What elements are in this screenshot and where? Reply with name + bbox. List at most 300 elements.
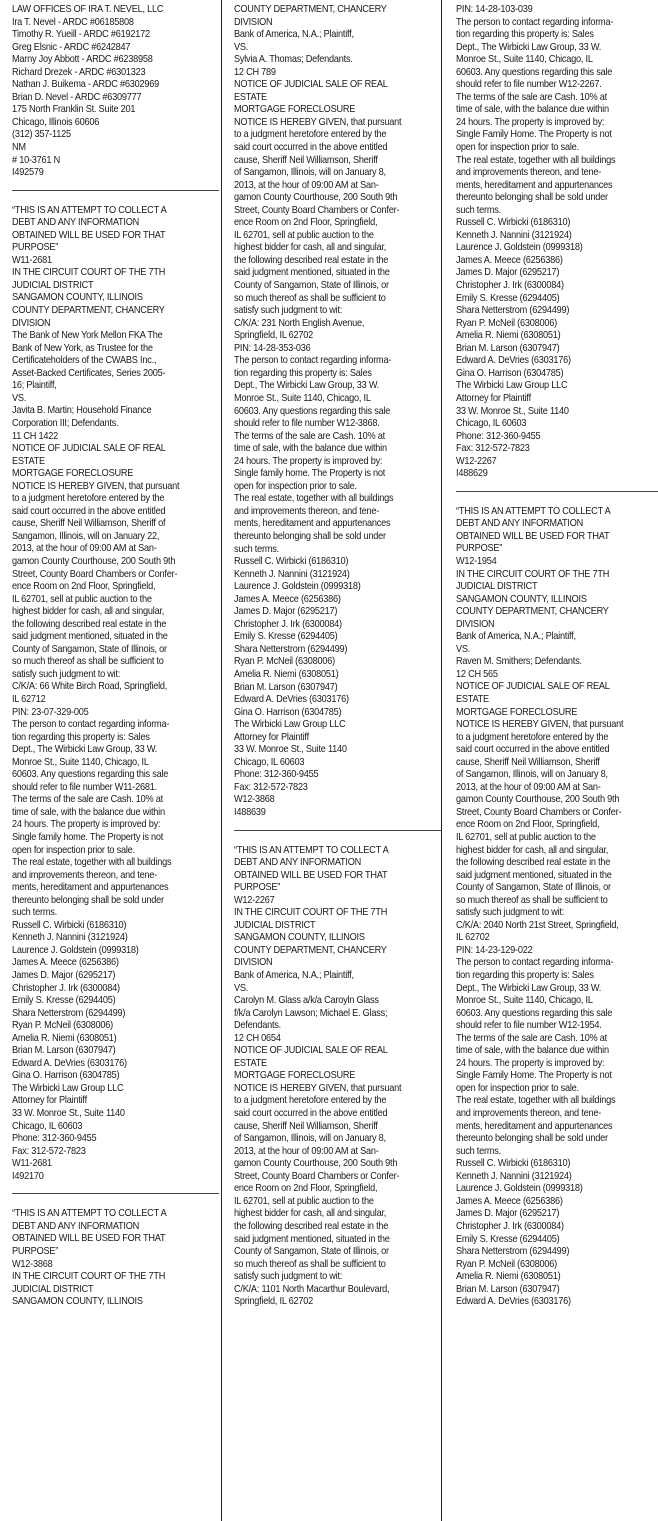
notice-text-line: Javita B. Martin; Household Finance: [12, 405, 152, 417]
notice-text-line: 24 hours. The property is improved by:: [456, 1057, 605, 1069]
notice-text-line: ESTATE: [234, 1057, 267, 1069]
notice-text-line: Laurence J. Goldstein (0999318): [12, 944, 139, 956]
notice-text-line: The terms of the sale are Cash. 10% at: [12, 794, 163, 806]
notice-text-line: # 10-3761 N: [12, 154, 60, 166]
notice-text-line: Corporation III; Defendants.: [12, 417, 119, 429]
notice-text-line: Monroe St., Suite 1140, Chicago, IL: [12, 756, 149, 768]
notice-text-line: W11-2681: [12, 254, 52, 266]
notice-text-line: Amelia R. Niemi (6308051): [234, 668, 339, 680]
notice-text-line: MORTGAGE FORECLOSURE: [234, 104, 356, 116]
notice-text-line: Amelia R. Niemi (6308051): [456, 330, 561, 342]
notice-text-line: 175 North Franklin St. Suite 201: [12, 104, 136, 116]
notice-text-line: Single family home. The Property is not: [12, 832, 164, 843]
notice-text-line: Ryan P. McNeil (6308006): [234, 656, 335, 668]
notice-column-1: [12, 4, 215, 1309]
notice-text-line: 33 W. Monroe St., Suite 1140: [12, 1108, 125, 1120]
notice-text-line: SANGAMON COUNTY, ILLINOIS: [234, 932, 365, 944]
notice-text-line: MORTGAGE FORECLOSURE: [456, 706, 578, 718]
notice-text-line: Phone: 312-360-9455: [234, 769, 319, 781]
notice-text-line: IL 62712: [12, 693, 46, 705]
notice-text-line: Ira T. Nevel - ARDC #06185808: [12, 16, 134, 28]
notice-text-line: ESTATE: [12, 455, 45, 467]
notice-separator-rule: [12, 190, 219, 191]
notice-text-line: Springfield, IL 62702: [234, 1296, 314, 1308]
notice-text-line: f/k/a Carolyn Lawson; Michael E. Glass;: [234, 1007, 388, 1019]
notice-text-line: The terms of the sale are Cash. 10% at: [456, 1032, 607, 1044]
notice-text-line: Christopher J. Irk (6300084): [234, 618, 342, 630]
notice-text-line: Single Family Home. The Property is not: [456, 1070, 612, 1082]
notice-text-line: The Bank of New York Mellon FKA The: [12, 330, 163, 342]
notice-text-line: DIVISION: [234, 957, 273, 969]
notice-text-line: County of Sangamon, State of Illinois, or: [12, 643, 167, 655]
notice-text-line: Chicago, Illinois 60606: [12, 116, 100, 128]
notice-text-line: IL 62701, sell at public auction to the: [234, 229, 374, 241]
notice-text-line: DEBT AND ANY INFORMATION: [12, 1220, 140, 1232]
notice-text-line: thereunto belonging shall be sold under: [456, 192, 608, 204]
notice-text-line: time of sale, with the balance due within: [456, 1045, 609, 1057]
notice-text-line: COUNTY DEPARTMENT, CHANCERY: [12, 305, 165, 317]
notice-text-line: 60603. Any questions regarding this sale: [234, 405, 391, 417]
notice-separator-rule: [234, 830, 441, 831]
notice-text-line: C/K/A: 2040 North 21st Street, Springfield,: [456, 919, 619, 931]
notice-text-line: to a judgment heretofore entered by the: [234, 129, 387, 141]
notice-text-line: should refer to file number W12-3868.: [234, 418, 380, 430]
notice-text-line: MORTGAGE FORECLOSURE: [12, 468, 134, 480]
notice-text-line: to a judgment heretofore entered by the: [234, 1095, 387, 1107]
notice-text-line: James D. Major (6295217): [456, 1208, 560, 1220]
notice-text-line: JUDICIAL DISTRICT: [12, 279, 94, 291]
notice-text-line: Dept., The Wirbicki Law Group, 33 W.: [456, 41, 602, 53]
notice-text-line: DEBT AND ANY INFORMATION: [234, 857, 362, 869]
notice-text-line: The person to contact regarding informa-: [456, 957, 614, 969]
notice-text-line: NOTICE IS HEREBY GIVEN, that pursuant: [234, 116, 402, 128]
notice-text-line: Russell C. Wirbicki (6186310): [456, 217, 571, 229]
notice-text-line: 16; Plaintiff,: [12, 380, 57, 392]
notice-text-line: time of sale, with the balance due within: [234, 443, 387, 455]
notice-text-line: Laurence J. Goldstein (0999318): [456, 242, 583, 254]
notice-separator-rule: [456, 491, 658, 492]
notice-text-line: Kenneth J. Nannini (3121924): [234, 568, 350, 580]
notice-text-line: JUDICIAL DISTRICT: [234, 919, 316, 931]
notice-text-line: Springfield, IL 62702: [234, 330, 314, 342]
notice-text-line: 24 hours. The property is improved by:: [456, 116, 605, 128]
notice-separator-rule: [12, 1193, 219, 1194]
notice-text-line: time of sale, with the balance due within: [456, 104, 609, 116]
notice-text-line: Ryan P. McNeil (6308006): [456, 317, 557, 329]
notice-text-line: Gina O. Harrison (6304785): [456, 367, 564, 379]
notice-text-line: SANGAMON COUNTY, ILLINOIS: [456, 593, 587, 605]
notice-text-line: gamon County Courthouse, 200 South 9th: [456, 794, 620, 806]
notice-text-line: The Wirbicki Law Group LLC: [234, 719, 346, 731]
notice-text-line: Attorney for Plaintiff: [12, 1095, 87, 1107]
notice-text-line: “THIS IS AN ATTEMPT TO COLLECT A: [12, 1208, 167, 1220]
notice-text-line: Single Family Home. The Property is not: [456, 129, 612, 141]
notice-text-line: Asset-Backed Certificates, Series 2005-: [12, 367, 166, 379]
notice-text-line: IN THE CIRCUIT COURT OF THE 7TH: [234, 907, 388, 919]
notice-text-line: gamon County Courthouse, 200 South 9th: [12, 555, 176, 567]
notice-text-line: ments, hereditament and appurtenances: [12, 882, 169, 894]
notice-text-line: 60603. Any questions regarding this sale: [456, 1007, 613, 1019]
notice-text-line: Gina O. Harrison (6304785): [12, 1070, 120, 1082]
notice-text-line: NOTICE IS HEREBY GIVEN, that pursuant: [234, 1082, 402, 1094]
notice-text-line: 33 W. Monroe St., Suite 1140: [456, 405, 569, 417]
notice-text-line: IN THE CIRCUIT COURT OF THE 7TH: [456, 568, 610, 580]
notice-text-line: James A. Meece (6256386): [456, 1195, 563, 1207]
notice-text-line: such terms.: [456, 1145, 501, 1157]
notice-text-line: COUNTY DEPARTMENT, CHANCERY: [456, 606, 609, 618]
notice-text-line: Edward A. DeVries (6303176): [456, 1296, 571, 1308]
notice-text-line: satisfy such judgment to wit:: [456, 907, 565, 919]
notice-text-line: SANGAMON COUNTY, ILLINOIS: [12, 292, 143, 304]
notice-text-line: The real estate, together with all buildings: [456, 1095, 616, 1107]
notice-text-line: Christopher J. Irk (6300084): [12, 982, 120, 994]
notice-text-line: PURPOSE”: [12, 242, 59, 254]
notice-text-line: so much thereof as shall be sufficient to: [234, 1258, 386, 1270]
notice-text-line: satisfy such judgment to wit:: [234, 1271, 343, 1283]
notice-column-3: [456, 4, 658, 1309]
notice-text-line: 12 CH 0654: [234, 1032, 281, 1044]
notice-text-line: PIN: 14-28-103-039: [456, 4, 533, 15]
notice-text-line: C/K/A: 1101 North Macarthur Boulevard,: [234, 1283, 390, 1295]
notice-text-line: IN THE CIRCUIT COURT OF THE 7TH: [12, 267, 166, 279]
notice-text-line: open for inspection prior to sale.: [12, 844, 135, 856]
notice-text-line: Dept., The Wirbicki Law Group, 33 W.: [234, 380, 380, 392]
notice-text-line: LAW OFFICES OF IRA T. NEVEL, LLC: [12, 4, 164, 15]
notice-text-line: Chicago, IL 60603: [234, 756, 305, 768]
notice-text-line: The terms of the sale are Cash. 10% at: [234, 430, 385, 442]
notice-text-line: Laurence J. Goldstein (0999318): [456, 1183, 583, 1195]
notice-text-line: 11 CH 1422: [12, 430, 59, 442]
column-divider: [221, 0, 222, 1521]
notice-text-line: should refer to file number W11-2681.: [12, 781, 157, 793]
notice-text-line: cause, Sheriff Neil Williamson, Sheriff of: [12, 518, 166, 530]
notice-text-line: 2013, at the hour of 09:00 AM at San-: [234, 1145, 379, 1157]
notice-text-line: C/K/A: 231 North English Avenue,: [234, 317, 365, 329]
notice-text-line: said judgment mentioned, situated in the: [234, 267, 390, 279]
notice-text-line: PURPOSE”: [234, 882, 281, 894]
notice-text-line: W11-2681: [12, 1158, 52, 1170]
notice-text-line: of Sangamon, Illinois, will on January 8,: [234, 1133, 386, 1145]
notice-text-line: said judgment mentioned, situated in the: [234, 1233, 390, 1245]
notice-text-line: the following described real estate in the: [234, 254, 389, 266]
notice-text-line: cause, Sheriff Neil Williamson, Sheriff: [234, 1120, 378, 1132]
notice-text-line: DEBT AND ANY INFORMATION: [456, 518, 584, 530]
notice-text-line: ence Room on 2nd Floor, Springfield,: [234, 217, 378, 229]
notice-text-line: Fax: 312-572-7823: [12, 1145, 86, 1157]
notice-text-line: ments, hereditament and appurtenances: [456, 1120, 613, 1132]
notice-text-line: NOTICE OF JUDICIAL SALE OF REAL: [234, 79, 388, 91]
notice-text-line: Gina O. Harrison (6304785): [234, 706, 342, 718]
notice-text-line: James D. Major (6295217): [12, 970, 116, 982]
notice-text-line: OBTAINED WILL BE USED FOR THAT: [234, 869, 388, 881]
notice-text-line: such terms.: [234, 543, 279, 555]
notice-column-2: [234, 4, 437, 1309]
notice-text-line: 12 CH 789: [234, 66, 276, 78]
notice-text-line: PIN: 23-07-329-005: [12, 706, 89, 718]
notice-text-line: Sangamon, Illinois, will on January 22,: [12, 530, 160, 542]
notice-text-line: SANGAMON COUNTY, ILLINOIS: [12, 1296, 143, 1308]
notice-text-line: Shara Netterstrom (6294499): [234, 643, 348, 655]
notice-text-line: said court occurred in the above entitled: [234, 142, 388, 154]
notice-text-line: OBTAINED WILL BE USED FOR THAT: [12, 1233, 166, 1245]
notice-text-line: cause, Sheriff Neil Williamson, Sheriff: [234, 154, 378, 166]
notice-text-line: COUNTY DEPARTMENT, CHANCERY: [234, 4, 387, 15]
notice-text-line: Chicago, IL 60603: [456, 418, 527, 430]
notice-text-line: ESTATE: [456, 693, 489, 705]
notice-text-line: JUDICIAL DISTRICT: [456, 581, 538, 593]
notice-text-line: open for inspection prior to sale.: [234, 480, 357, 492]
notice-text-line: tion regarding this property is: Sales: [456, 970, 594, 982]
notice-text-line: Edward A. DeVries (6303176): [456, 355, 571, 367]
notice-text-line: highest bidder for cash, all and singular,: [12, 606, 165, 618]
notice-text-line: Chicago, IL 60603: [12, 1120, 83, 1132]
notice-text-line: Nathan J. Buikema - ARDC #6302969: [12, 79, 160, 91]
notice-text-line: gamon County Courthouse, 200 South 9th: [234, 192, 398, 204]
notice-text-line: Emily S. Kresse (6294405): [456, 292, 560, 304]
notice-text-line: thereunto belonging shall be sold under: [12, 894, 164, 906]
notice-text-line: should refer to file number W12-1954.: [456, 1020, 602, 1032]
notice-text-line: IL 62701, sell at public auction to the: [12, 593, 152, 605]
notice-text-line: I492170: [12, 1170, 44, 1182]
notice-text-line: of Sangamon, Illinois, will on January 8,: [456, 769, 608, 781]
notice-text-line: NOTICE OF JUDICIAL SALE OF REAL: [234, 1045, 388, 1057]
notice-text-line: Dept., The Wirbicki Law Group, 33 W.: [12, 744, 158, 756]
notice-text-line: NOTICE OF JUDICIAL SALE OF REAL: [12, 443, 166, 455]
notice-text-line: The person to contact regarding informa-: [12, 719, 170, 731]
notice-text-line: satisfy such judgment to wit:: [234, 305, 343, 317]
notice-text-line: open for inspection prior to sale.: [456, 142, 579, 154]
notice-text-line: Certificateholders of the CWABS Inc.,: [12, 355, 157, 367]
notice-text-line: IN THE CIRCUIT COURT OF THE 7TH: [12, 1271, 166, 1283]
notice-text-line: VS.: [456, 643, 471, 655]
notice-text-line: Single family home. The Property is not: [234, 468, 386, 480]
notice-text-line: Brian M. Larson (6307947): [234, 681, 338, 693]
notice-text-line: PIN: 14-28-353-036: [234, 342, 311, 354]
notice-text-line: ence Room on 2nd Floor, Springfield,: [456, 819, 600, 831]
notice-text-line: Christopher J. Irk (6300084): [456, 280, 564, 292]
notice-text-line: gamon County Courthouse, 200 South 9th: [234, 1158, 398, 1170]
notice-text-line: said court occurred in the above entitled: [456, 744, 610, 756]
notice-text-line: time of sale, with the balance due within: [12, 806, 165, 818]
notice-text-line: to a judgment heretofore entered by the: [456, 731, 609, 743]
notice-text-line: The person to contact regarding informa-: [456, 16, 614, 28]
notice-text-line: The Wirbicki Law Group LLC: [456, 380, 568, 392]
notice-text-line: PURPOSE”: [12, 1245, 59, 1257]
notice-text-line: Bank of America, N.A.; Plaintiff,: [234, 29, 354, 41]
notice-text-line: 2013, at the hour of 09:00 AM at San-: [12, 543, 157, 555]
notice-text-line: Shara Netterstrom (6294499): [12, 1007, 126, 1019]
notice-text-line: Brian M. Larson (6307947): [12, 1045, 116, 1057]
notice-text-line: 12 CH 565: [456, 668, 498, 680]
notice-text-line: Monroe St., Suite 1140, Chicago, IL: [456, 54, 593, 66]
notice-text-line: The Wirbicki Law Group LLC: [12, 1082, 124, 1094]
notice-text-line: “THIS IS AN ATTEMPT TO COLLECT A: [12, 204, 167, 216]
notice-text-line: I488639: [234, 807, 266, 818]
notice-text-line: James A. Meece (6256386): [12, 957, 119, 969]
notice-text-line: W12-2267: [456, 455, 497, 467]
notice-text-line: tion regarding this property is: Sales: [12, 731, 150, 743]
notice-text-line: Richard Drezek - ARDC #6301323: [12, 66, 146, 78]
notice-text-line: Christopher J. Irk (6300084): [456, 1220, 564, 1232]
notice-text-line: the following described real estate in the: [234, 1220, 389, 1232]
notice-text-line: NOTICE IS HEREBY GIVEN, that pursuant: [12, 480, 180, 492]
notice-text-line: PURPOSE”: [456, 543, 503, 555]
notice-text-line: IL 62701, sell at public auction to the: [456, 832, 596, 843]
notice-text-line: ESTATE: [234, 91, 267, 103]
notice-text-line: DIVISION: [456, 618, 495, 630]
notice-text-line: cause, Sheriff Neil Williamson, Sheriff: [456, 756, 600, 768]
notice-text-line: PIN: 14-23-129-022: [456, 944, 533, 956]
notice-text-line: The real estate, together with all buildings: [12, 857, 172, 869]
notice-text-line: tion regarding this property is: Sales: [234, 367, 372, 379]
notice-text-line: OBTAINED WILL BE USED FOR THAT: [12, 229, 166, 241]
notice-text-line: Edward A. DeVries (6303176): [12, 1057, 127, 1069]
notice-text-line: Amelia R. Niemi (6308051): [456, 1271, 561, 1283]
notice-text-line: County of Sangamon, State of Illinois, or: [456, 882, 611, 894]
notice-text-line: Marny Joy Abbott - ARDC #6238958: [12, 54, 153, 66]
notice-text-line: NM: [12, 142, 26, 154]
notice-text-line: JUDICIAL DISTRICT: [12, 1283, 94, 1295]
notice-text-line: VS.: [12, 392, 27, 404]
notice-text-line: Defendants.: [234, 1020, 281, 1032]
notice-text-line: VS.: [234, 41, 249, 53]
notice-text-line: Attorney for Plaintiff: [234, 731, 309, 743]
notice-text-line: said judgment mentioned, situated in the: [456, 869, 612, 881]
notice-text-line: Street, County Board Chambers or Confer-: [456, 806, 622, 818]
notice-text-line: Phone: 312-360-9455: [12, 1133, 97, 1145]
notice-text-line: Edward A. DeVries (6303176): [234, 694, 349, 706]
notice-text-line: Brian M. Larson (6307947): [456, 1283, 560, 1295]
notice-text-line: such terms.: [456, 204, 501, 216]
notice-text-line: to a judgment heretofore entered by the: [12, 493, 165, 505]
notice-text-line: James D. Major (6295217): [234, 606, 338, 618]
notice-text-line: (312) 357-1125: [12, 129, 71, 141]
notice-text-line: Shara Netterstrom (6294499): [456, 1246, 570, 1258]
notice-text-line: 24 hours. The property is improved by:: [234, 455, 383, 467]
notice-text-line: the following described real estate in the: [456, 857, 611, 869]
notice-text-line: ments, hereditament and appurtenances: [234, 518, 391, 530]
notice-text-line: VS.: [234, 982, 249, 994]
notice-text-line: Fax: 312-572-7823: [456, 443, 530, 455]
notice-text-line: Carolyn M. Glass a/k/a Caroyln Glass: [234, 995, 379, 1007]
notice-text-line: W12-1954: [456, 555, 497, 567]
notice-text-line: 24 hours. The property is improved by:: [12, 819, 161, 831]
notice-text-line: and improvements thereon, and tene-: [234, 505, 380, 517]
notice-text-line: “THIS IS AN ATTEMPT TO COLLECT A: [456, 505, 611, 517]
notice-text-line: Sylvia A. Thomas; Defendants.: [234, 54, 353, 66]
notice-text-line: Emily S. Kresse (6294405): [234, 631, 338, 643]
notice-text-line: Bank of America, N.A.; Plaintiff,: [456, 631, 576, 643]
notice-text-line: 33 W. Monroe St., Suite 1140: [234, 744, 347, 756]
notice-text-line: Street, County Board Chambers or Confer-: [12, 568, 178, 580]
notice-text-line: so much thereof as shall be sufficient to: [12, 656, 164, 668]
notice-text-line: highest bidder for cash, all and singular,: [234, 1208, 387, 1220]
notice-text-line: said court occurred in the above entitled: [12, 505, 166, 517]
notice-text-line: said judgment mentioned, situated in the: [12, 631, 168, 643]
notice-text-line: open for inspection prior to sale.: [456, 1082, 579, 1094]
notice-text-line: I492579: [12, 167, 44, 179]
notice-text-line: James A. Meece (6256386): [234, 593, 341, 605]
notice-text-line: 2013, at the hour of 09:00 AM at San-: [456, 781, 601, 793]
notice-text-line: Russell C. Wirbicki (6186310): [456, 1158, 571, 1170]
notice-text-line: Ryan P. McNeil (6308006): [456, 1258, 557, 1270]
notice-text-line: so much thereof as shall be sufficient to: [234, 292, 386, 304]
notice-text-line: so much thereof as shall be sufficient to: [456, 894, 608, 906]
notice-text-line: thereunto belonging shall be sold under: [234, 530, 386, 542]
notice-text-line: Monroe St., Suite 1140, Chicago, IL: [234, 392, 371, 404]
notice-text-line: The real estate, together with all buildings: [234, 493, 394, 505]
notice-text-line: “THIS IS AN ATTEMPT TO COLLECT A: [234, 844, 389, 856]
notice-text-line: Street, County Board Chambers or Confer-: [234, 1170, 400, 1182]
notice-text-line: Attorney for Plaintiff: [456, 392, 531, 404]
notice-text-line: 2013, at the hour of 09:00 AM at San-: [234, 179, 379, 191]
notice-text-line: ence Room on 2nd Floor, Springfield,: [234, 1183, 378, 1195]
notice-text-line: 60603. Any questions regarding this sale: [12, 769, 169, 781]
notice-text-line: and improvements thereon, and tene-: [12, 869, 158, 881]
notice-text-line: Monroe St., Suite 1140, Chicago, IL: [456, 995, 593, 1007]
column-divider: [441, 0, 442, 1521]
notice-text-line: Brian M. Larson (6307947): [456, 342, 560, 354]
notice-text-line: Ryan P. McNeil (6308006): [12, 1020, 113, 1032]
notice-text-line: Emily S. Kresse (6294405): [456, 1233, 560, 1245]
notice-text-line: Shara Netterstrom (6294499): [456, 305, 570, 317]
notice-text-line: James D. Major (6295217): [456, 267, 560, 279]
notice-text-line: County of Sangamon, State of Illinois, or: [234, 1246, 389, 1258]
notice-text-line: The person to contact regarding informa-: [234, 355, 392, 367]
notice-text-line: The real estate, together with all buildings: [456, 154, 616, 166]
notice-text-line: DIVISION: [234, 16, 273, 28]
notice-text-line: Greg Elsnic - ARDC #6242847: [12, 41, 131, 53]
notice-text-line: satisfy such judgment to wit:: [12, 668, 121, 680]
notice-text-line: The terms of the sale are Cash. 10% at: [456, 91, 607, 103]
notice-text-line: Emily S. Kresse (6294405): [12, 995, 116, 1007]
notice-text-line: of Sangamon, Illinois, will on January 8,: [234, 167, 386, 179]
notice-text-line: Laurence J. Goldstein (0999318): [234, 581, 361, 593]
notice-text-line: W12-2267: [234, 894, 275, 906]
notice-text-line: said court occurred in the above entitled: [234, 1108, 388, 1120]
notice-text-line: Raven M. Smithers; Defendants.: [456, 656, 582, 668]
notice-text-line: and improvements thereon, and tene-: [456, 167, 602, 179]
notice-text-line: Timothy R. Yueill - ARDC #6192172: [12, 29, 150, 41]
notice-text-line: NOTICE IS HEREBY GIVEN, that pursuant: [456, 719, 624, 731]
notice-text-line: MORTGAGE FORECLOSURE: [234, 1070, 356, 1082]
notice-text-line: thereunto belonging shall be sold under: [456, 1133, 608, 1145]
notice-text-line: Street, County Board Chambers or Confer-: [234, 204, 400, 216]
notice-text-line: tion regarding this property is: Sales: [456, 29, 594, 41]
notice-text-line: ments, hereditament and appurtenances: [456, 179, 613, 191]
notice-text-line: W12-3868: [234, 794, 275, 806]
notice-text-line: Bank of America, N.A.; Plaintiff,: [234, 970, 354, 982]
notice-text-line: Dept., The Wirbicki Law Group, 33 W.: [456, 982, 602, 994]
notice-text-line: COUNTY DEPARTMENT, CHANCERY: [234, 944, 387, 956]
notice-text-line: Phone: 312-360-9455: [456, 430, 541, 442]
notice-text-line: highest bidder for cash, all and singular,: [234, 242, 387, 254]
notice-text-line: ence Room on 2nd Floor, Springfield,: [12, 581, 156, 593]
notice-text-line: the following described real estate in the: [12, 618, 167, 630]
notice-text-line: highest bidder for cash, all and singular,: [456, 844, 609, 856]
notice-text-line: W12-3868: [12, 1258, 53, 1270]
notice-text-line: NOTICE OF JUDICIAL SALE OF REAL: [456, 681, 610, 693]
notice-text-line: Brian D. Nevel - ARDC #6309777: [12, 91, 142, 103]
notice-text-line: Kenneth J. Nannini (3121924): [456, 229, 572, 241]
notice-text-line: Bank of New York, as Trustee for the: [12, 342, 153, 354]
notice-text-line: Fax: 312-572-7823: [234, 781, 308, 793]
notice-text-line: Kenneth J. Nannini (3121924): [456, 1170, 572, 1182]
notice-text-line: DIVISION: [12, 317, 51, 329]
notice-text-line: Kenneth J. Nannini (3121924): [12, 932, 128, 944]
notice-text-line: DEBT AND ANY INFORMATION: [12, 217, 140, 229]
notice-text-line: James A. Meece (6256386): [456, 254, 563, 266]
